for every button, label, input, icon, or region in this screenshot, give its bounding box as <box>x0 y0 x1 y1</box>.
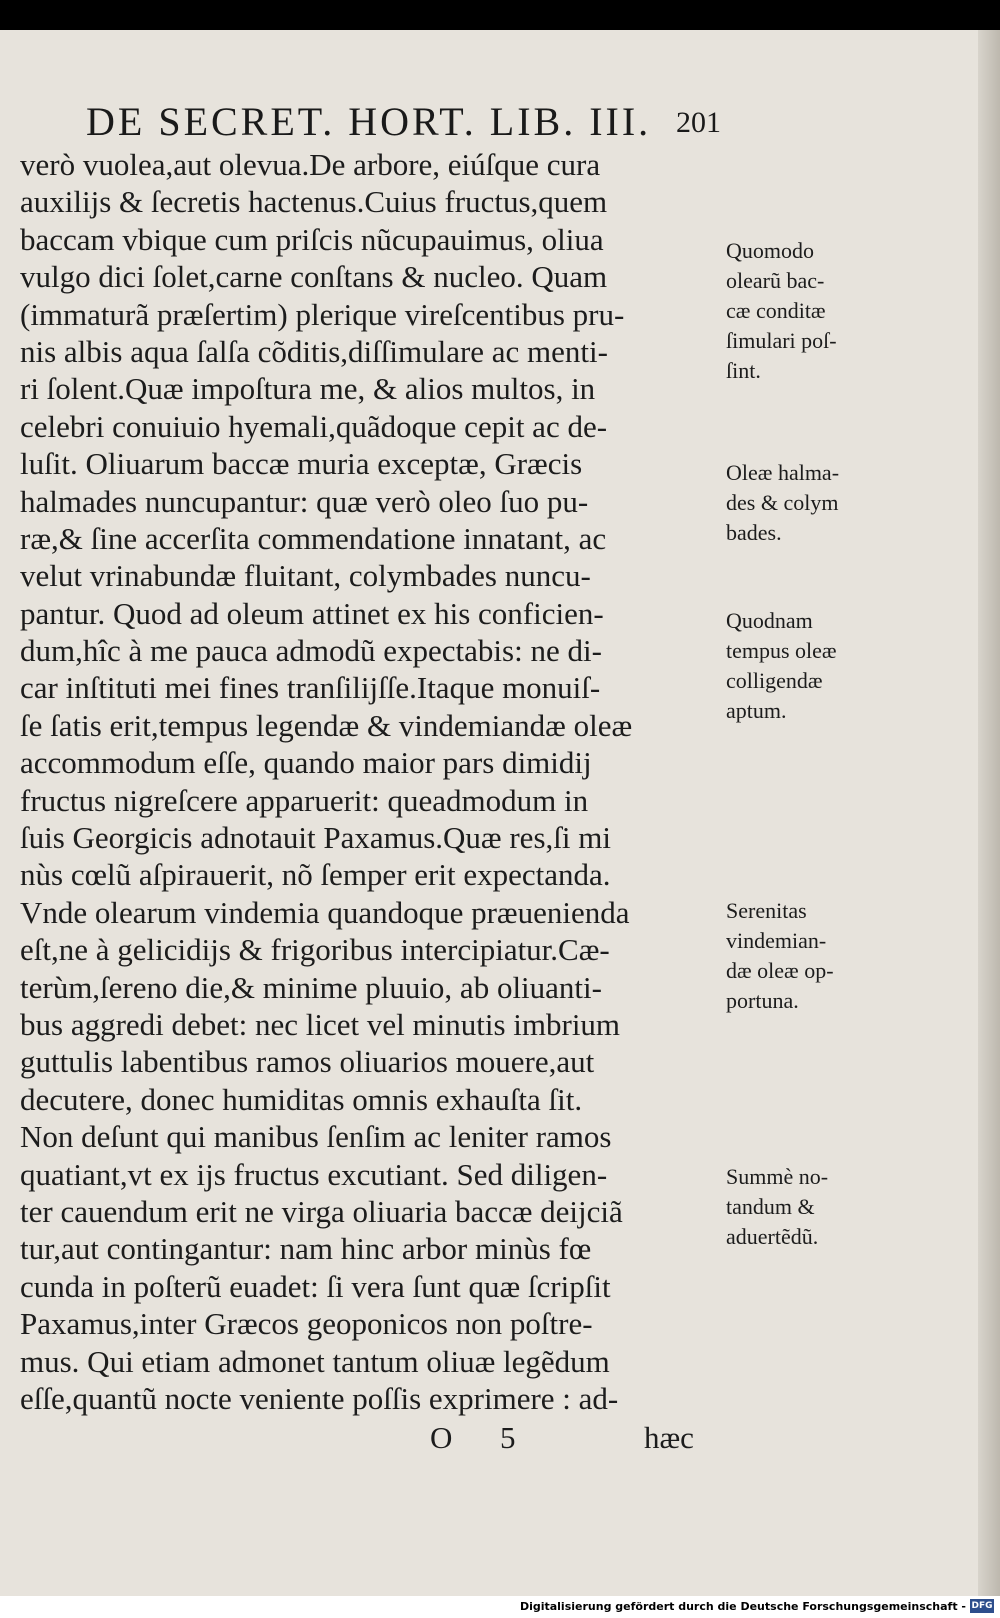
margin-note-line: aptum. <box>726 698 787 723</box>
running-title: DE SECRET. HORT. LIB. III. <box>86 99 652 144</box>
margin-note-1 <box>726 236 896 386</box>
footer-credit: Digitalisierung gefördert durch die Deutsche Forschungsgemeinschaft - <box>519 1600 966 1613</box>
margin-note-line: bades. <box>726 520 782 545</box>
margin-note-line: dæ oleæ op- <box>726 958 834 983</box>
margin-note-3 <box>726 606 896 726</box>
catchword: hæc <box>644 1420 694 1455</box>
text-line: cunda in poſterũ euadet: ſi vera ſunt quæ ſcripſit <box>20 1268 611 1304</box>
text-line: terùm,ſereno die,& minime pluuio, ab oliuanti- <box>20 969 602 1005</box>
margin-note-line: vindemian- <box>726 928 827 953</box>
text-line: tur,aut contingantur: nam hinc arbor minùs fœ <box>20 1231 592 1267</box>
margin-note-line: tandum & <box>726 1194 815 1219</box>
text-line: (immaturã præſertim) plerique vireſcentibus pru- <box>20 296 625 332</box>
text-line: auxilijs & ſecretis hactenus.Cuius fructus,quem <box>20 184 608 220</box>
text-line: ri ſolent.Quæ impoſtura me, & alios multos, in <box>20 371 596 407</box>
margin-note-5 <box>726 1162 896 1252</box>
text-line: fructus nigreſcere apparuerit: queadmodum in <box>20 782 589 818</box>
text-line: eſt,ne à gelicidijs & frigoribus intercipiatur.Cæ- <box>20 932 610 968</box>
page-edge <box>978 30 1000 1596</box>
margin-note-line: colligendæ <box>726 668 823 693</box>
text-line: eſſe,quantũ nocte veniente poſſis exprimere : ad- <box>20 1380 619 1416</box>
margin-note-4 <box>726 896 896 1016</box>
margin-note-line: aduertẽdũ. <box>726 1224 819 1249</box>
text-line: decutere, donec humiditas omnis exhauſta ſit. <box>20 1081 583 1117</box>
text-line: ter cauendum erit ne virga oliuaria baccæ deijciã <box>20 1193 623 1229</box>
margin-note-line: ſimulari poſ- <box>726 328 837 353</box>
margin-note-line: cæ conditæ <box>726 298 826 323</box>
text-line: bus aggredi debet: nec licet vel minutis imbrium <box>20 1006 621 1042</box>
margin-note-line: tempus oleæ <box>726 638 837 663</box>
text-line: nùs cœlũ aſpirauerit, nõ ſemper erit expectanda. <box>20 857 611 893</box>
text-line: verò vuolea,aut olevua.De arbore, eiúſque cura <box>20 147 601 182</box>
running-header <box>56 98 721 148</box>
text-line: ſuis Georgicis adnotauit Paxamus.Quæ res,ſi mi <box>20 820 611 856</box>
text-line: Paxamus,inter Græcos geoponicos non poſtre- <box>20 1306 593 1342</box>
dfg-logo-icon: DFG <box>971 1601 993 1611</box>
page-number: 201 <box>676 106 721 139</box>
margin-note-line: Summè no- <box>726 1164 829 1189</box>
margin-note-line: Oleæ halma- <box>726 460 840 485</box>
text-line: nis albis aqua ſalſa cõditis,diſſimulare ac menti- <box>20 333 608 369</box>
text-line: ræ,& ſine accerſita commendatione innatant, ac <box>20 520 607 556</box>
margin-note-line: Quodnam <box>726 608 813 633</box>
signature-letter: O <box>430 1420 453 1455</box>
text-line: baccam vbique cum priſcis nũcupauimus, oliua <box>20 221 604 257</box>
margin-note-line: Quomodo <box>726 238 814 263</box>
text-line: guttulis labentibus ramos oliuarios mouere,aut <box>20 1044 595 1080</box>
text-line: accommodum eſſe, quando maior pars dimidij <box>20 745 592 781</box>
text-line: luſit. Oliuarum baccæ muria exceptæ, Græcis <box>20 446 583 482</box>
text-line: celebri conuiuio hyemali,quãdoque cepit ac de- <box>20 408 608 444</box>
margin-note-line: portuna. <box>726 988 799 1013</box>
margin-note-line: Serenitas <box>726 898 807 923</box>
text-line: mus. Qui etiam admonet tantum oliuæ legẽdum <box>20 1343 610 1379</box>
text-line: halmades nuncupantur: quæ verò oleo ſuo pu- <box>20 483 589 519</box>
margin-note-line: des & colym <box>726 490 839 515</box>
text-line: quatiant,vt ex ijs fructus excutiant. Sed diligen- <box>20 1156 608 1192</box>
body-text <box>20 146 720 1417</box>
margin-note-line: ſint. <box>726 358 761 383</box>
text-line: ſe ſatis erit,tempus legendæ & vindemiandæ oleæ <box>20 707 633 743</box>
margin-note-2 <box>726 458 896 548</box>
text-line: car inſtituti mei fines tranſilijſſe.Itaque monuiſ- <box>20 670 601 706</box>
margin-note-line: olearũ bac- <box>726 268 825 293</box>
text-line: velut vrinabundæ fluitant, colymbades nuncu- <box>20 558 591 594</box>
text-line: Vnde olearum vindemia quandoque præuenienda <box>20 894 630 930</box>
text-line: pantur. Quod ad oleum attinet ex his conficien- <box>20 595 604 631</box>
text-line: dum,hîc à me pauca admodũ expectabis: ne di- <box>20 633 602 669</box>
text-line: vulgo dici ſolet,carne conſtans & nucleo. Quam <box>20 259 608 295</box>
signature-number: 5 <box>500 1420 516 1455</box>
text-line: Non deſunt qui manibus ſenſim ac leniter ramos <box>20 1119 612 1155</box>
